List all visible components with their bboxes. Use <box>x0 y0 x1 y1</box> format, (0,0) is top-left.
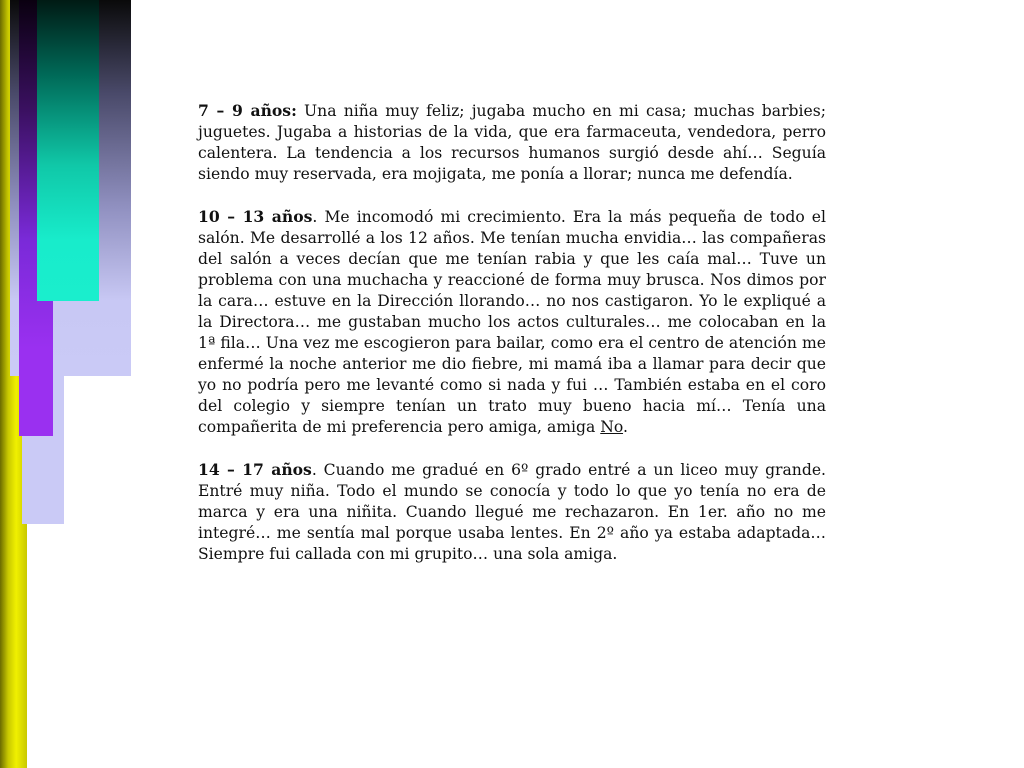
paragraph-heading: 14 – 17 años <box>198 460 312 479</box>
paragraph-heading: 10 – 13 años <box>198 207 313 226</box>
paragraph-text: . Me incomodó mi crecimiento. Era la más pequeña de todo el salón. Me desarrollé a los 12 años. Me tenían mucha envidia… las compañeras del salón a veces decían que me tenían rabia y que les caía mal… Tuve un problema con una muchacha y reaccioné de forma muy brusca. Nos dimos por la cara… estuve en la Dirección llorando… no nos castigaron. Yo le expliqué a la Directora… me gustaban mucho los actos culturales… me colocaban en la 1ª fila… Una vez me escogieron para bailar, como era el centro de atención me enfermé la noche anterior me dio fiebre, mi mamá iba a llamar para decir que yo no podría pero me levanté como si nada y fui … También estaba en el coro del colegio y siempre tenían un trato muy bueno hacia mí… Tenía una compañerita de mi preferencia pero amiga, amiga <box>198 208 826 436</box>
paragraph-text: Una niña muy feliz; jugaba mucho en mi casa; muchas barbies; juguetes. Jugaba a historias de la vida, que era farmaceuta, vendedora, perro calentera. La tendencia a los recursos humanos surgió desde ahí… Seguía siendo muy reservada, era mojigata, me ponía a llorar; nunca me defendía. <box>198 102 826 183</box>
paragraph-text: . Cuando me gradué en 6º grado entré a un liceo muy grande. Entré muy niña. Todo el mundo se conocía y todo lo que yo tenía no era de marca y era una niñita. Cuando llegué me rechazaron. En 1er. año no me integré… me sentía mal porque usaba lentes. En 2º año ya estaba adaptada… Siempre fui callada con mi grupito… una sola amiga. <box>198 461 827 563</box>
decorative-teal-bar <box>37 0 99 301</box>
paragraph-tail: . <box>623 418 628 436</box>
paragraph-age-7-9 <box>198 100 826 185</box>
paragraph-heading: 7 – 9 años: <box>198 101 297 120</box>
underlined-word: No <box>600 418 624 436</box>
paragraph-age-14-17 <box>198 459 826 565</box>
paragraph-age-10-13 <box>198 206 826 438</box>
body-text <box>198 100 826 586</box>
